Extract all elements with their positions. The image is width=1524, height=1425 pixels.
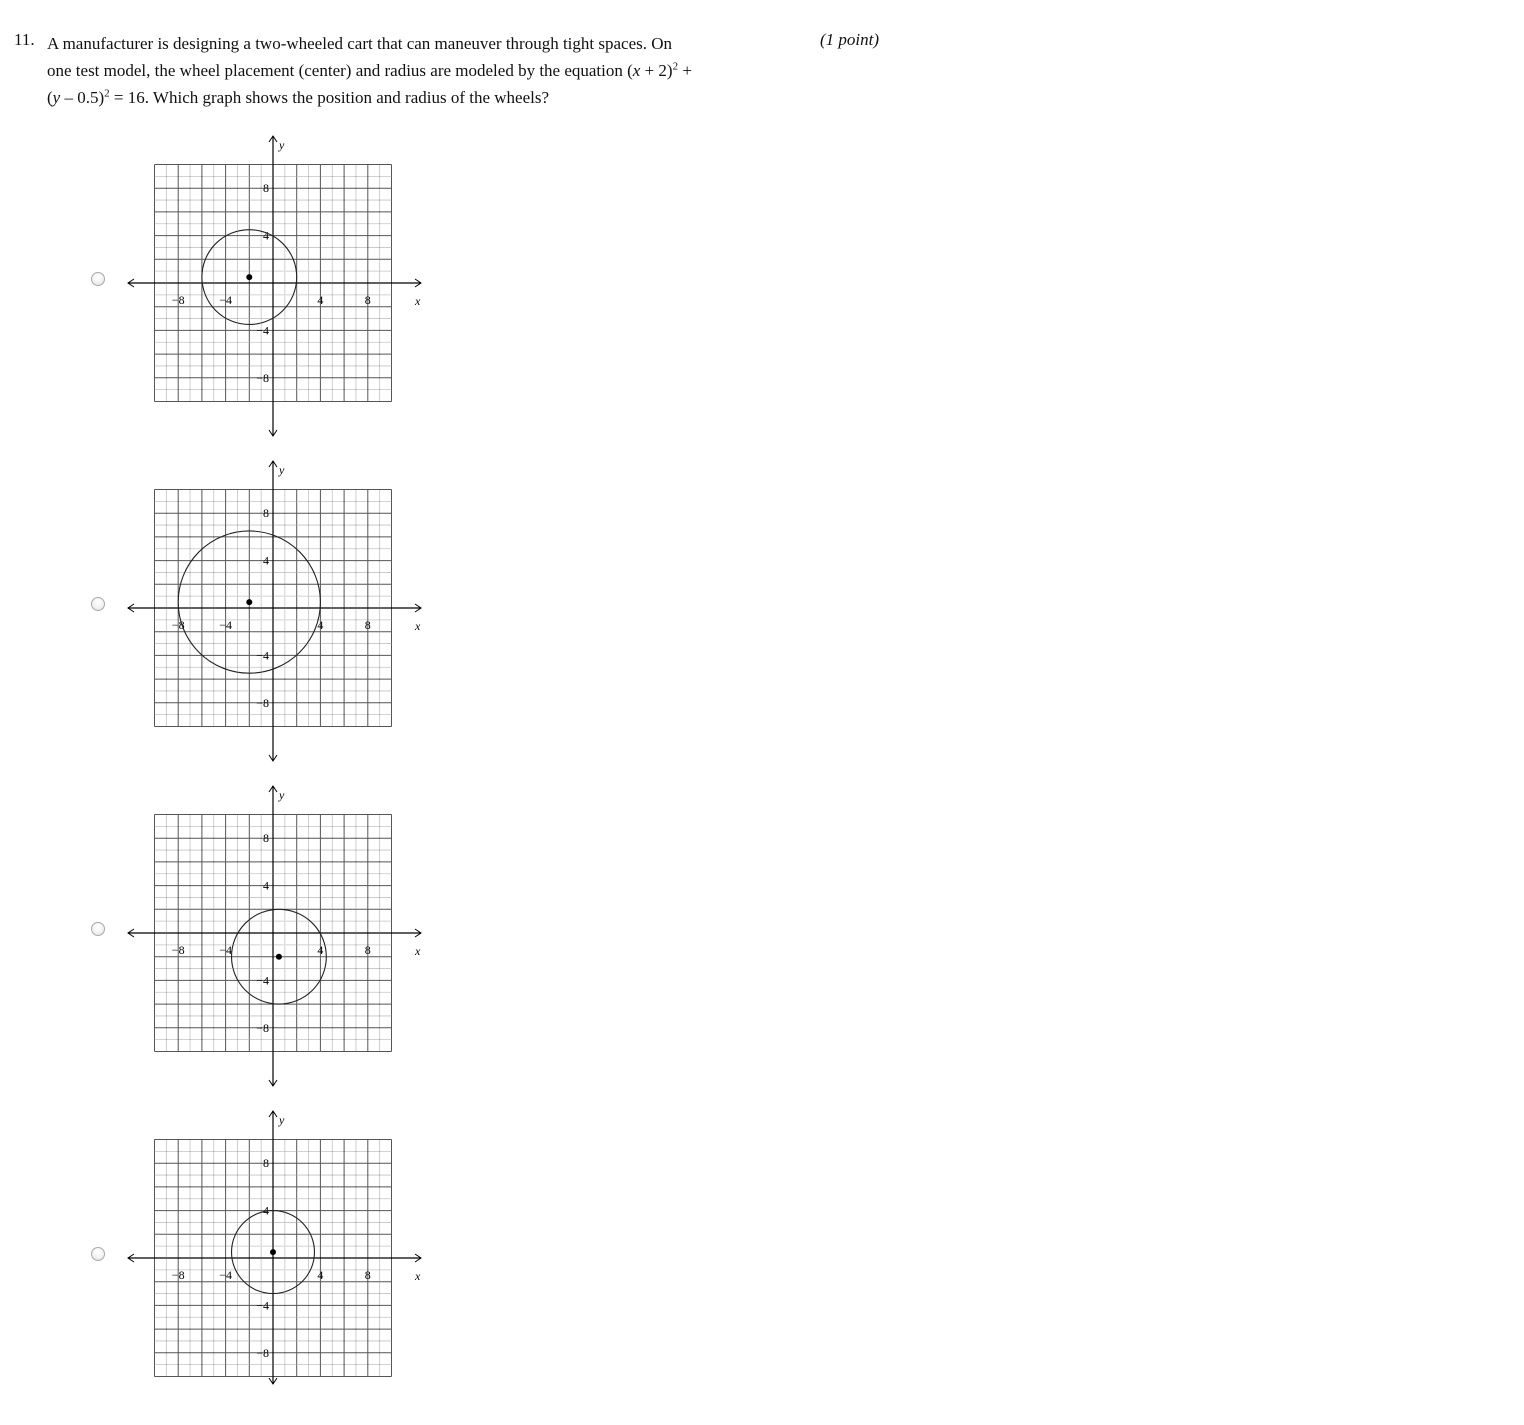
y-axis-label: y [279,788,285,802]
y-tick-label: −8 [256,1020,269,1035]
y-tick-label: −4 [256,323,269,338]
x-tick-label: 4 [317,618,324,632]
x-axis-label: x [415,1269,421,1283]
center-point [276,954,282,960]
question-points: (1 point) [820,30,880,49]
answer-option-a[interactable] [0,130,460,450]
graph-option-d [118,1105,438,1388]
radio-button-option-c[interactable] [91,922,105,936]
y-tick-label: 4 [263,878,269,893]
center-point [246,599,252,605]
answer-option-c[interactable] [0,780,460,1100]
center-point [270,1249,276,1255]
y-tick-label: −8 [256,695,269,710]
x-tick-label: 4 [317,293,324,307]
x-tick-label: 4 [317,943,324,957]
x-tick-label: −4 [219,1268,232,1282]
y-axis-label: y [279,138,285,152]
question-line-1: A manufacturer is designing a two-wheeled cart that can maneuver through tight spaces. On [47,34,673,53]
x-axis-label: x [415,619,421,633]
y-tick-label: 4 [263,553,269,568]
x-tick-label: 8 [364,943,371,957]
y-tick-label: −8 [256,370,269,385]
x-tick-label: −4 [219,293,232,307]
x-tick-label: 4 [317,1268,324,1282]
question-text [47,30,817,111]
y-axis-label: y [279,463,285,477]
x-tick-label: −8 [171,618,185,632]
answer-option-b[interactable] [0,455,460,775]
x-tick-label: −4 [219,943,232,957]
x-axis-label: x [415,294,421,308]
y-tick-label: 8 [263,181,269,196]
y-axis-label: y [279,1113,285,1127]
y-tick-label: −4 [256,973,269,988]
y-tick-label: 4 [263,228,269,243]
graph-option-b [118,455,438,765]
x-axis-label: x [415,944,421,958]
radio-button-option-a[interactable] [91,272,105,286]
answer-option-d[interactable] [0,1105,460,1425]
y-tick-label: 8 [263,1156,269,1171]
center-point [246,274,252,280]
radio-button-option-d[interactable] [91,1247,105,1261]
y-tick-label: 8 [263,506,269,521]
x-tick-label: 8 [364,618,371,632]
y-tick-label: −4 [256,648,269,663]
y-tick-label: −4 [256,1298,269,1313]
graph-option-a [118,130,438,440]
graph-option-c [118,780,438,1090]
x-tick-label: −8 [171,943,185,957]
y-tick-label: −8 [256,1345,269,1360]
x-tick-label: −4 [219,618,232,632]
x-tick-label: 8 [364,1268,371,1282]
x-tick-label: −8 [171,293,185,307]
question-line-2: one test model, the wheel placement (center) and radius are modeled by the equation $(x + 2)^2$ + [47,60,692,80]
x-tick-label: −8 [171,1268,185,1282]
radio-button-option-b[interactable] [91,597,105,611]
x-tick-label: 8 [364,293,371,307]
question-line-3: (y – 0.5)$^2$ = 16. Which graph shows the position and radius of the wheels? [47,87,550,107]
y-tick-label: 4 [263,1203,269,1218]
y-tick-label: 8 [263,831,269,846]
question-number: 11. [14,30,35,49]
